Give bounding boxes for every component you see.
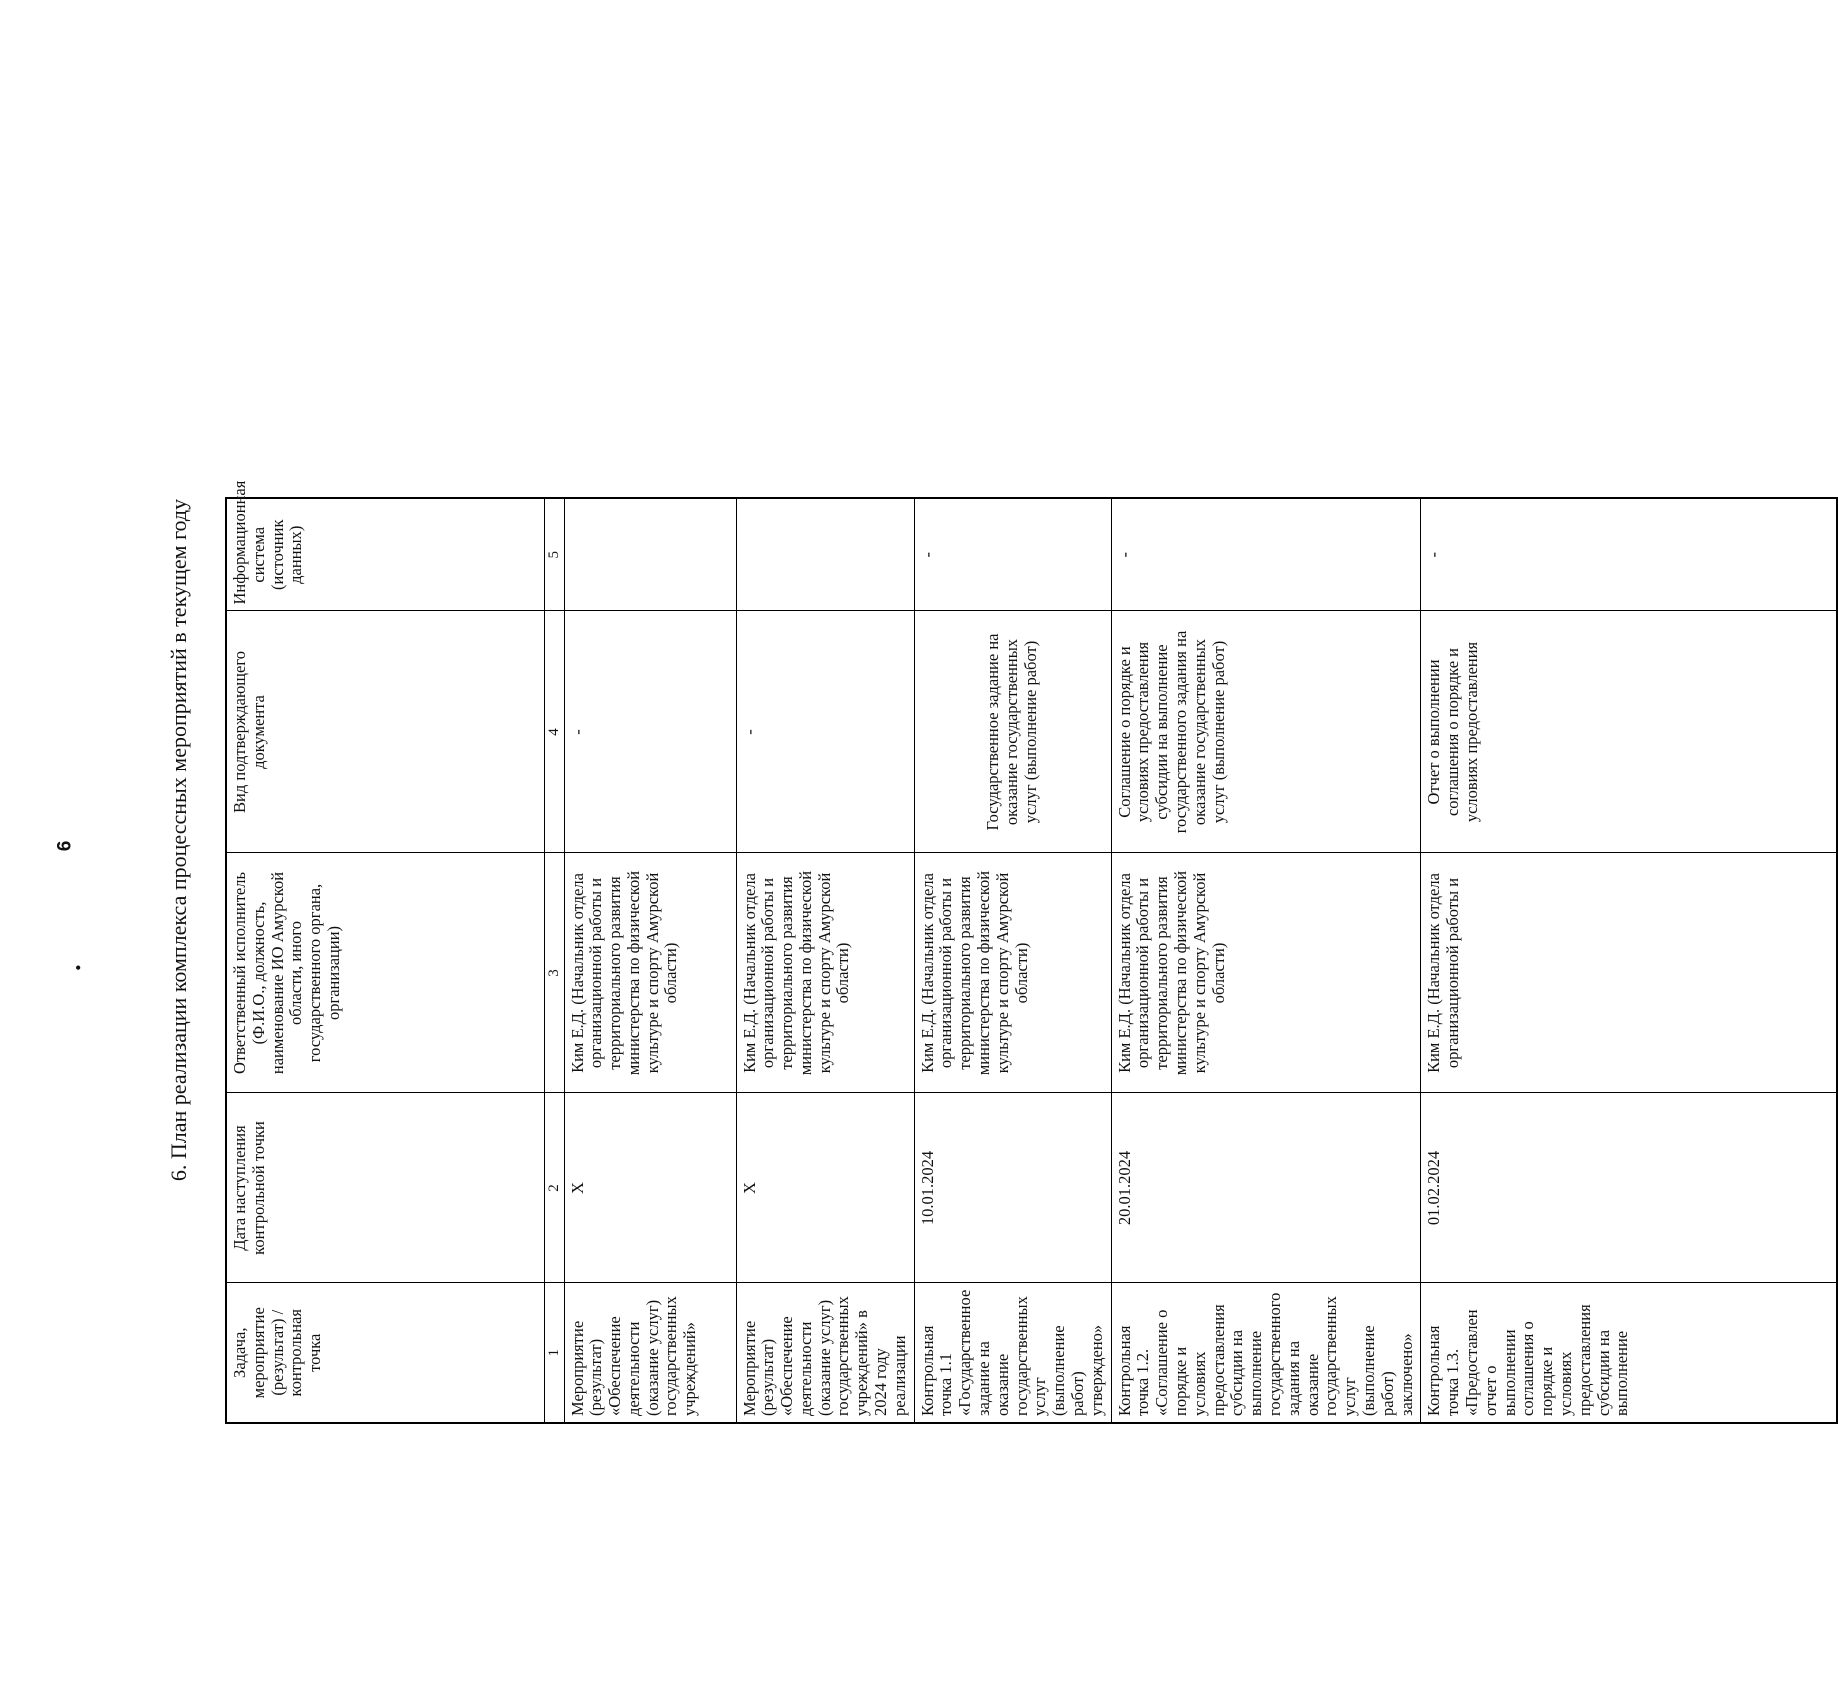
info-system-cell xyxy=(564,498,736,611)
column-number: 2 xyxy=(544,1093,564,1283)
date-cell: 20.01.2024 xyxy=(1111,1093,1421,1283)
task-cell: Мероприятие (результат) «Обеспечение деятельности (оказание услуг) государственных учреждений» в 2024 году реализации xyxy=(736,1283,914,1423)
task-cell: Мероприятие (результат) «Обеспечение деятельности (оказание услуг) государственных учреждений» xyxy=(564,1283,736,1423)
date-cell: 10.01.2024 xyxy=(914,1093,1111,1283)
document-cell: - xyxy=(564,611,736,853)
table-row xyxy=(736,498,914,1423)
column-number: 1 xyxy=(544,1283,564,1423)
plan-table xyxy=(225,480,1838,1424)
info-system-cell: - xyxy=(1111,498,1421,611)
rotated-table-area xyxy=(225,30,1632,1416)
date-cell: X xyxy=(564,1093,736,1283)
document-cell: Отчет о выполнении соглашения о порядке и условиях предоставления xyxy=(1421,611,1837,853)
info-system-cell: - xyxy=(1421,498,1837,611)
executor-cell: Ким Е.Д. (Начальник отдела организационной работы и территориального развития министерства по физической культуре и спорту Амурской области) xyxy=(1111,853,1421,1093)
header-executor: Ответственный исполнитель (Ф.И.О., должность, наименование ИО Амурской области, иного государственного органа, организации) xyxy=(226,853,544,1093)
stray-mark: • xyxy=(75,958,82,978)
document-cell: Соглашение о порядке и условиях предоставления субсидии на выполнение государственного задания на оказание государственных услуг (выполнение работ) xyxy=(1111,611,1421,853)
column-number: 5 xyxy=(544,498,564,611)
date-cell: X xyxy=(736,1093,914,1283)
header-document: Вид подтверждающего документа xyxy=(226,611,544,853)
info-system-cell xyxy=(736,498,914,611)
executor-cell: Ким Е.Д. (Начальник отдела организационной работы и xyxy=(1421,853,1837,1093)
column-number: 3 xyxy=(544,853,564,1093)
executor-cell: Ким Е.Д. (Начальник отдела организационной работы и территориального развития министерства по физической культуре и спорту Амурской области) xyxy=(914,853,1111,1093)
page-number: 6 xyxy=(54,840,76,852)
column-number-row xyxy=(544,498,564,1423)
header-date: Дата наступления контрольной точки xyxy=(226,1093,544,1283)
table-rotation xyxy=(225,480,1632,1424)
task-cell: Контрольная точка 1.3. «Предоставлен отчет о выполнении соглашения о порядке и условиях предоставления субсидии на выполнение xyxy=(1421,1283,1837,1423)
document-cell: Государственное задание на оказание государственных услуг (выполнение работ) xyxy=(914,611,1111,853)
table-row xyxy=(1421,498,1837,1423)
task-cell: Контрольная точка 1.1 «Государственное задание на оказание государственных услуг (выполнение работ) утверждено» xyxy=(914,1283,1111,1423)
section-title: 6. План реализации комплекса процессных мероприятий в текущем году xyxy=(166,498,191,1182)
table-header-row xyxy=(226,498,544,1423)
header-task: Задача, мероприятие (результат) / контрольная точка xyxy=(226,1283,544,1423)
document-cell: - xyxy=(736,611,914,853)
task-cell: Контрольная точка 1.2. «Соглашение о порядке и условиях предоставления субсидии на выполнение государственного задания на оказание государственных услуг (выполнение работ) заключено» xyxy=(1111,1283,1421,1423)
date-cell: 01.02.2024 xyxy=(1421,1093,1837,1283)
header-info-system: Информационная система (источник данных) xyxy=(226,498,544,611)
table-row xyxy=(914,498,1111,1423)
executor-cell: Ким Е.Д. (Начальник отдела организационной работы и территориального развития министерства по физической культуре и спорту Амурской области) xyxy=(736,853,914,1093)
column-number: 4 xyxy=(544,611,564,853)
executor-cell: Ким Е.Д. (Начальник отдела организационной работы и территориального развития министерства по физической культуре и спорту Амурской области) xyxy=(564,853,736,1093)
table-row xyxy=(564,498,736,1423)
table-row xyxy=(1111,498,1421,1423)
info-system-cell: - xyxy=(914,498,1111,611)
